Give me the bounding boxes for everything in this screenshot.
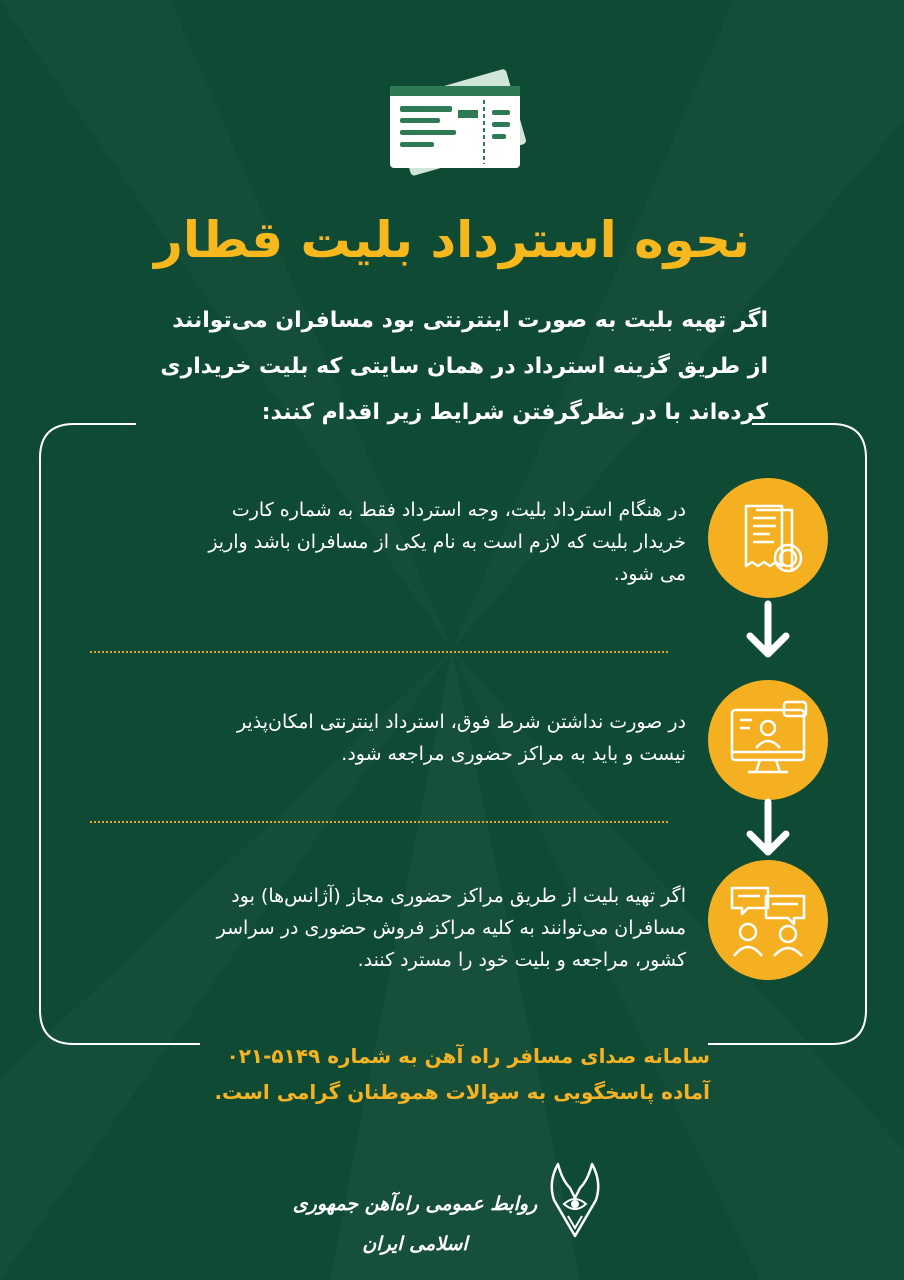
- step-line: خریدار بلیت که لازم است به نام یکی از مسافران باشد واریز: [208, 531, 686, 553]
- step-line: مسافران می‌توانند به کلیه مراکز فروش حضوری در سراسر: [216, 917, 686, 939]
- dotted-divider: [90, 821, 668, 823]
- step-1-text: [86, 494, 686, 590]
- step-line: نیست و باید به مراکز حضوری مراجعه شود.: [341, 743, 686, 765]
- railway-logo-icon: [544, 1158, 606, 1240]
- step-line: کشور، مراجعه و بلیت خود را مسترد کنند.: [357, 949, 686, 971]
- step-line: می شود.: [613, 563, 686, 585]
- dotted-divider: [90, 651, 668, 653]
- step-line: در هنگام استرداد بلیت، وجه استرداد فقط به شماره کارت: [231, 499, 686, 521]
- intro-line: کرده‌اند با در نظرگرفتن شرایط زیر اقدام کنند:: [261, 400, 768, 425]
- intro-line: از طریق گزینه استرداد در همان سایتی که بلیت خریداری: [160, 354, 768, 379]
- footer-line: آماده پاسخگویی به سوالات هموطنان گرامی است.: [214, 1080, 710, 1104]
- people-chat-icon: [708, 860, 828, 980]
- support-footer: [150, 1038, 710, 1110]
- step-line: در صورت نداشتن شرط فوق، استرداد اینترنتی امکان‌پذیر: [236, 711, 686, 733]
- page-title: نحوه استرداد بلیت قطار: [154, 211, 750, 269]
- online-support-monitor-icon: [708, 680, 828, 800]
- step-2-text: [86, 706, 686, 770]
- footer-line: سامانه صدای مسافر راه آهن به شماره ۵۱۴۹-۰۲۱: [226, 1044, 710, 1068]
- arrow-down-icon: [742, 798, 794, 860]
- receipt-coin-icon: [708, 478, 828, 598]
- step-3-text: [86, 880, 686, 976]
- arrow-down-icon: [742, 600, 794, 662]
- intro-line: اگر تهیه بلیت به صورت اینترنتی بود مسافران می‌توانند: [172, 308, 768, 333]
- organization-name: روابط عمومی راه‌آهن جمهوری اسلامی ایران: [292, 1193, 538, 1255]
- step-line: اگر تهیه بلیت از طریق مراکز حضوری مجاز (آژانس‌ها) بود: [231, 885, 686, 907]
